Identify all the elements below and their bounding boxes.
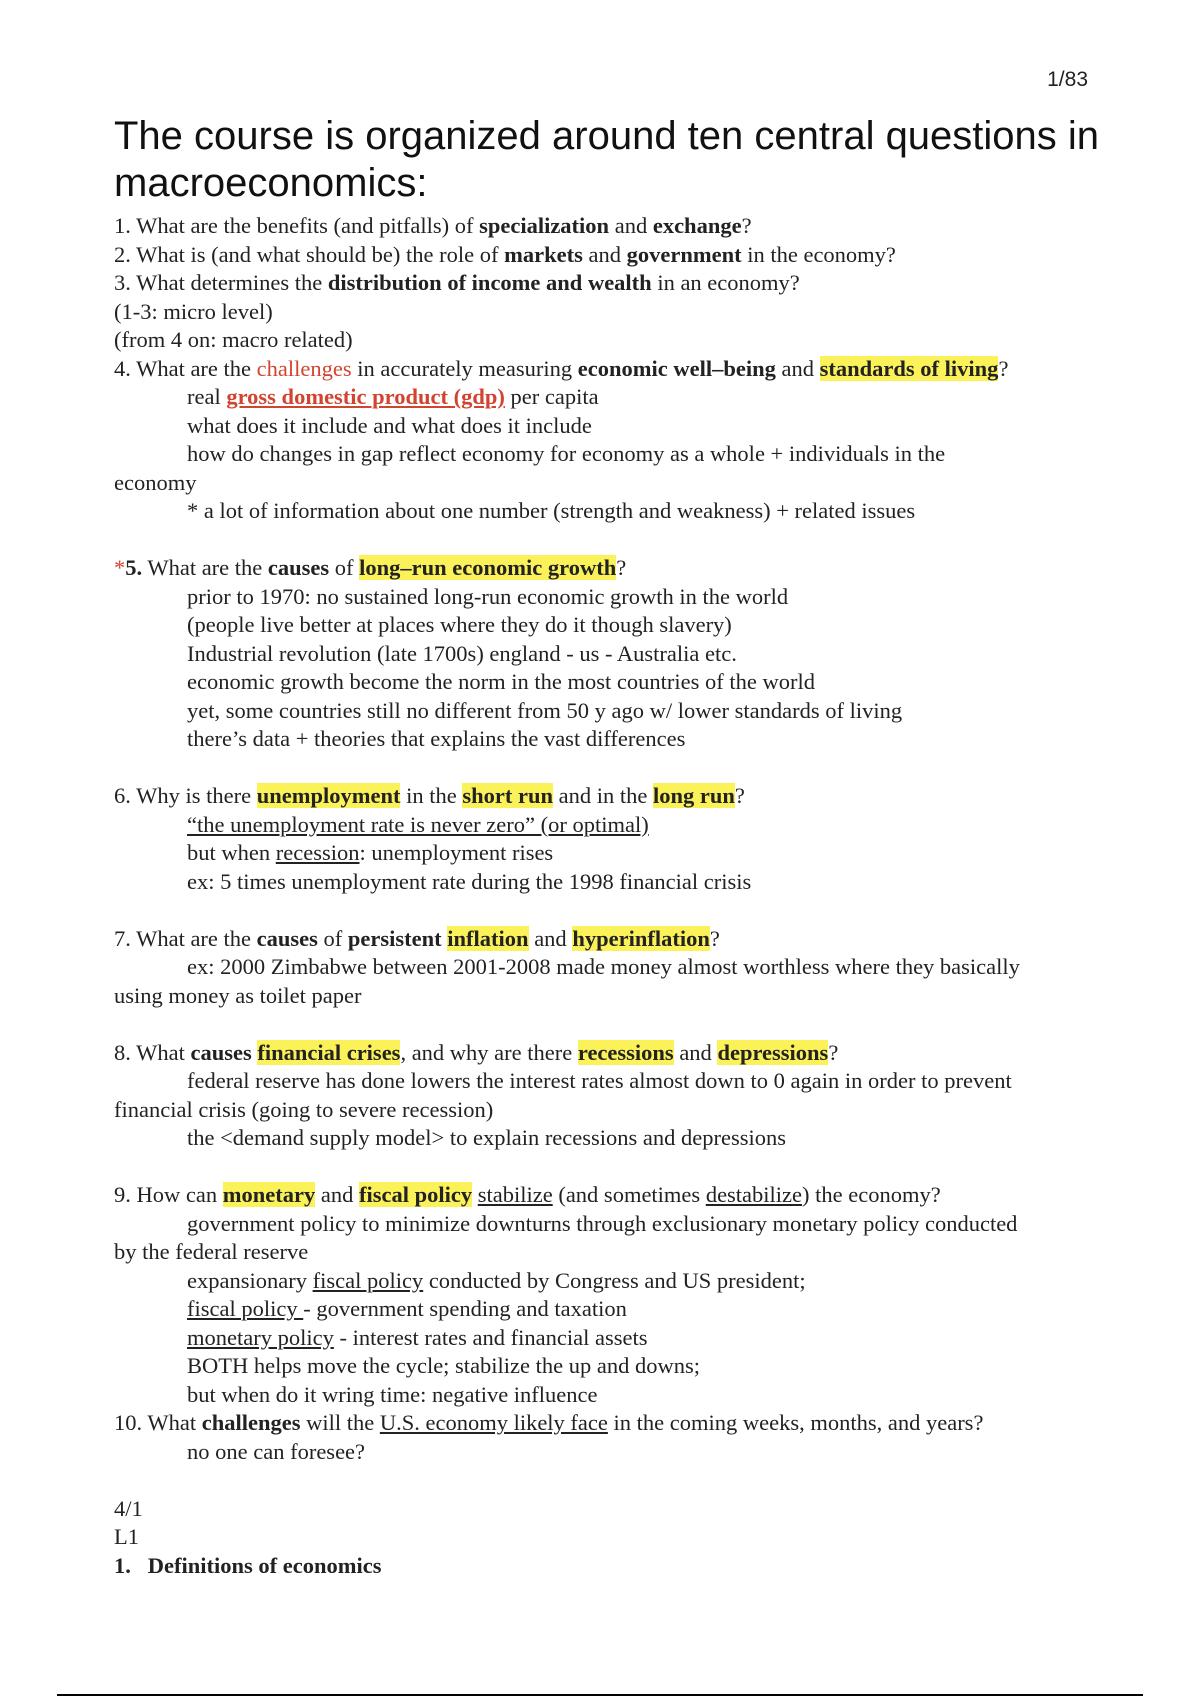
q8-note: federal reserve has done lowers the interest rates almost down to 0 again in order to prevent: [187, 1068, 1012, 1093]
page-number: 1/83: [1047, 68, 1088, 91]
question-7: 7. What are the causes of persistent inflation and hyperinflation?: [114, 925, 720, 951]
q9-note: expansionary fiscal policy conducted by Congress and US president;: [187, 1267, 806, 1293]
bottom-divider: [57, 1694, 1143, 1696]
question-2: 2. What is (and what should be) the role of markets and government in the economy?: [114, 241, 896, 267]
q4-note: how do changes in gap reflect economy for economy as a whole + individuals in the: [187, 441, 946, 466]
question-4: 4. What are the challenges in accurately measuring economic well–being and standards of living?: [114, 355, 1009, 381]
q9-note: government policy to minimize downturns through exclusionary monetary policy conducted: [187, 1210, 1018, 1236]
question-3: 3. What determines the distribution of income and wealth in an economy?: [114, 270, 800, 295]
question-8: 8. What causes financial crises, and why are there recessions and depressions?: [114, 1039, 839, 1065]
question-9: 9. How can monetary and fiscal policy stabilize (and sometimes destabilize) the economy?: [114, 1182, 941, 1207]
note-macro: (from 4 on: macro related): [114, 327, 353, 352]
notes-body: [114, 212, 1104, 1580]
q9-note: BOTH helps move the cycle; stabilize the up and downs;: [187, 1353, 701, 1378]
q5-note: (people live better at places where they do it though slavery): [187, 612, 732, 637]
q5-note: yet, some countries still no different from 50 y ago w/ lower standards of living: [187, 697, 903, 723]
q6-note: “the unemployment rate is never zero” (or optimal): [187, 811, 649, 837]
q4-note: * a lot of information about one number (strength and weakness) + related issues: [187, 498, 916, 523]
question-5: *5. What are the causes of long–run economic growth?: [114, 555, 627, 580]
q7-note-cont: using money as toilet paper: [114, 982, 362, 1008]
q9-note: but when do it wring time: negative influence: [187, 1381, 598, 1407]
q8-note: the <demand supply model> to explain recessions and depressions: [187, 1125, 787, 1150]
q4-note-cont: economy: [114, 469, 197, 495]
q5-note: Industrial revolution (late 1700s) england - us - Australia etc.: [187, 640, 737, 666]
section-heading: 1. Definitions of economics: [114, 1552, 382, 1578]
footer-date: 4/1: [114, 1495, 143, 1521]
question-1: 1. What are the benefits (and pitfalls) of specialization and exchange?: [114, 213, 752, 238]
question-10: 10. What challenges will the U.S. economy likely face in the coming weeks, months, and years?: [114, 1410, 984, 1435]
q6-note: but when recession: unemployment rises: [187, 840, 554, 865]
q9-note: monetary policy - interest rates and financial assets: [187, 1324, 648, 1350]
q6-note: ex: 5 times unemployment rate during the 1998 financial crisis: [187, 868, 752, 894]
q7-note: ex: 2000 Zimbabwe between 2001-2008 made money almost worthless where they basically: [187, 954, 1020, 979]
q8-note-cont: financial crisis (going to severe recession): [114, 1096, 494, 1122]
q10-note: no one can foresee?: [187, 1438, 366, 1464]
page-title: The course is organized around ten central questions in macroeconomics:: [114, 114, 1100, 205]
q5-note: economic growth become the norm in the most countries of the world: [187, 669, 815, 694]
footer-lecture: L1: [114, 1524, 139, 1549]
q4-note: what does it include and what does it include: [187, 412, 592, 438]
q4-note-gdp: real gross domestic product (gdp) per capita: [187, 384, 599, 409]
question-6: 6. Why is there unemployment in the short run and in the long run?: [114, 783, 745, 808]
q9-note: fiscal policy - government spending and taxation: [187, 1296, 627, 1321]
q5-note: there’s data + theories that explains the vast differences: [187, 726, 686, 751]
q9-note-cont: by the federal reserve: [114, 1239, 309, 1264]
q5-note: prior to 1970: no sustained long-run economic growth in the world: [187, 583, 789, 609]
note-micro: (1-3: micro level): [114, 298, 273, 324]
